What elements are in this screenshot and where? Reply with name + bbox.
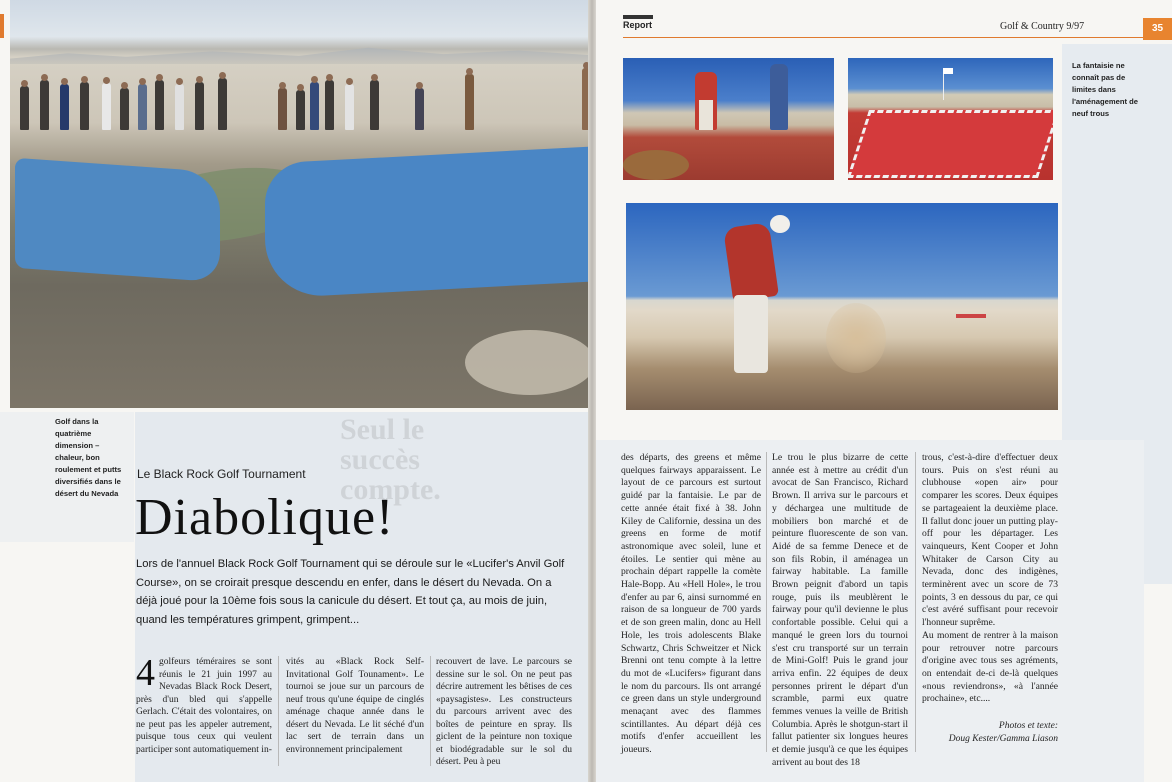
- magazine-issue: Golf & Country 9/97: [1000, 21, 1085, 32]
- page-edge-marker: [0, 14, 4, 38]
- person: [138, 84, 147, 130]
- photo-credit: [923, 720, 1058, 746]
- red-carpet: [848, 110, 1053, 178]
- article-kicker: Le Black Rock Golf Tournament: [137, 467, 306, 481]
- background-headline: Seul le succès compte.: [340, 413, 441, 506]
- credit-label: Photos et texte:: [998, 721, 1058, 731]
- left-column-3: recouvert de lave. Le parcours se dessine sur le sol. On ne peut pas décrire autrement les bêtises de ces «paysagistes». Les constructeurs du parcours arrivent avec des boîtes de peinture en spray. Ils giclent de la peinture non toxique et biodégradable sur le sol du désert. Peu à peu: [436, 657, 572, 767]
- right-photo-caption: La fantaisie ne connaît pas de limites dans l'aménagement de neuf trous: [1072, 61, 1138, 118]
- left-photo-caption: Golf dans la quatrième dimension – chaleur, bon roulement et putts diversifiés dans le désert du Nevada: [55, 417, 122, 498]
- left-column-2: vités au «Black Rock Self-Invitational Golf Tounament». Le tournoi se joue sur un parcours de neuf trous qu'une équipe de cinglés aménage chaque année dans le désert du Nevada. Le lit séché d'un lac sert de terrain dans un environnement principalement: [286, 657, 424, 755]
- golfer-crowd: [20, 62, 588, 130]
- person: [40, 80, 49, 130]
- column-rule: [766, 452, 767, 752]
- golfer-swing-photo: [626, 203, 1058, 410]
- right-column-3-para-1: trous, c'est-à-dire d'effectuer deux tours. Puis on s'est réuni au clubhouse «open air» pour comparer les scores. Deux équipes se partageaient la deuxième place. Il fallut donc jouer un putting play-off pour les départager. Les vainqueurs, Kent Cooper et John Whitaker de Carson City au Nevada, donc des indigènes, terminèrent avec un score de 73 points, 3 en dessous du par, ce qui c'est avéré suffisant pour recevoir l'honneur suprême.: [922, 452, 1058, 629]
- person: [415, 88, 424, 130]
- distant-object: [956, 314, 986, 318]
- golfer-cap: [770, 215, 790, 233]
- left-column-1: [136, 652, 272, 756]
- painted-tee: [623, 150, 689, 180]
- column-rule: [430, 656, 431, 766]
- sand-spray: [826, 303, 886, 373]
- page-number: 35: [1143, 18, 1172, 40]
- column-rule: [278, 656, 279, 766]
- golfer-blue: [770, 64, 788, 130]
- section-label: Report: [623, 20, 652, 30]
- right-column-3: [922, 452, 1058, 706]
- header-rule: [623, 37, 1143, 38]
- person: [465, 74, 474, 130]
- column-rule: [915, 452, 916, 752]
- dropcap: 4: [136, 652, 155, 694]
- header-mark: [623, 15, 653, 19]
- person: [155, 80, 164, 130]
- article-title: Diabolique!: [135, 489, 395, 546]
- person: [218, 78, 227, 130]
- person: [278, 88, 287, 130]
- person: [102, 83, 111, 130]
- golfer-shirt: [723, 222, 779, 302]
- person: [60, 84, 69, 130]
- red-carpet-green-photo: [848, 58, 1053, 180]
- person: [325, 80, 334, 130]
- spine-gutter: [588, 0, 596, 782]
- person: [345, 84, 354, 130]
- person: [370, 80, 379, 130]
- golfer-trousers: [734, 295, 768, 373]
- right-column-3-para-2: Au moment de rentrer à la maison pour retrouver notre parcours d'origine avec tous ses agréments, on entendait de-ci de-là quelques «nous reviendrons», «à l'année prochaine», etc....: [922, 629, 1058, 705]
- painted-water-left: [15, 158, 220, 282]
- flag: [943, 68, 953, 74]
- right-column-1: des départs, des greens et même quelques fairways apparaissent. Le layout de ce parcours est surtout guidé par la fantaisie. Le par de cette année était fixé à 38. John Kiley de Californie, dessina un des greens en forme de motif astronomique avec soleil, lune et étoiles. Le sentier qui mène au prochain départ rappelle la comète Hale-Bopp. Au «Hell Hole», le trou d'enfer au par 6, ainsi surnommé en raison de sa longueur de 700 yards et de son green malin, donc au Hell Hole, les trois adolescents Blake Schwartz, Chris Schweitzer et Nick Brenni ont tenu compte à la lettre du mot de «Lucifers» figurant dans le nom du parcours. Ils ont arrangé ce green dans un style underground menaçant avec des flammes scintillantes. Au départ déjà ces motifs d'enfer accueillent les joueurs.: [621, 452, 761, 756]
- person: [120, 88, 129, 130]
- person: [310, 82, 319, 130]
- person: [175, 84, 184, 130]
- painted-water-right: [265, 146, 588, 298]
- left-column-1-text: golfeurs téméraires se sont réunis le 21 juin 1997 au Nevadas Black Rock Desert, près d'un bled qui s'appelle Gerlach. C'était des volontaires, on ne peut pas les appeler autrement, puisque tous ceux qui veulent participer sont automatiquement in-: [136, 657, 272, 755]
- person: [80, 82, 89, 130]
- painted-green-photo: [623, 58, 834, 180]
- golfer-red-legs: [699, 100, 713, 130]
- person: [296, 90, 305, 130]
- desert-golf-photo: [10, 0, 588, 408]
- putting-hole: [465, 330, 588, 395]
- person: [20, 86, 29, 130]
- article-lead: Lors de l'annuel Black Rock Golf Tournament qui se déroule sur le «Lucifer's Anvil Golf Course», on se croirait presque descendu en enfer, dans le désert du Nevada. On a déjà joué pour la 10ème fois sous la canicule du désert. Et tout ça, au mois de juin, quand les températures grimpent, grimpent...: [136, 558, 565, 626]
- credit-name: Doug Kester/Gamma Liason: [948, 734, 1058, 744]
- right-column-2: Le trou le plus bizarre de cette année est à mettre au crédit d'un avocat de San Francisco, Richard Brown. Il arriva sur le parcours et y déchargea une multitude de mobiliers bon marché et de peinture fluorescente de son van. Aidé de sa femme Denece et de son fils Robin, il aménagea un fairway habitable. La famille Brown peignit d'abord un tapis rouge, puis ils meublèrent le fairway pour qu'il devienne le plus confortable possible. Celui qui a manqué le green lors du tournoi s'est cru transporté sur un terrain de Mini-Golf! Puis le grand jour arriva enfin. 22 équipes de deux personnes prirent le départ d'un scramble, parmi eux quatre femmes venues la veille de British Columbia. Après le shotgun-start il fallut patienter six longues heures et demie jusqu'à ce que les équipes arrivent au bout des 18: [772, 452, 908, 768]
- person: [195, 82, 204, 130]
